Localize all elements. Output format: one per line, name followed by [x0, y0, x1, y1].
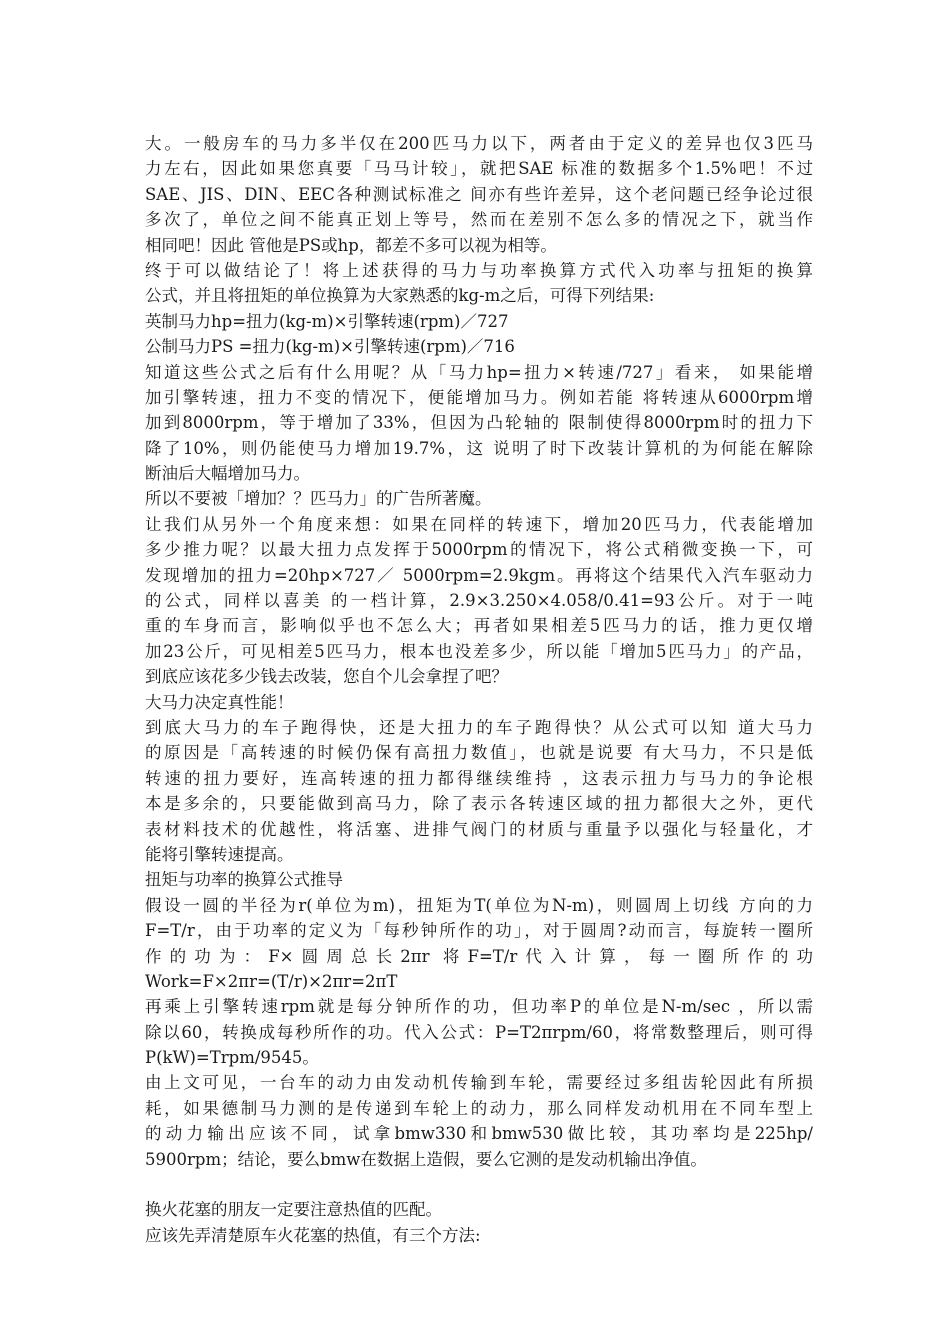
text-line: 知道这些公式之后有什么用呢？从「马力hp=扭力×转速/727」看来， 如果能增 — [145, 362, 813, 382]
text-line: 换火花塞的朋友一定要注意热值的匹配。 — [145, 1200, 442, 1220]
text-line: 扭矩与功率的换算公式推导 — [145, 870, 343, 890]
text-line: 公制马力PS =扭力(kg-m)×引擎转速(rpm)／716 — [145, 337, 515, 357]
text-line: 到底大马力的车子跑得快，还是大扭力的车子跑得快？从公式可以知 道大马力 — [145, 717, 813, 737]
text-line: 力左右，因此如果您真要「马马计较」，就把SAE 标准的数据多个1.5%吧！不过 — [145, 159, 813, 179]
text-line: F=T/r，由于功率的定义为「每秒钟所作的功」，对于圆周?动而言，每旋转一圈所 — [145, 921, 813, 941]
text-line: 耗，如果德制马力测的是传递到车轮上的动力，那么同样发动机用在不同车型上 — [145, 1098, 813, 1118]
text-line: 再乘上引擎转速rpm就是每分钟所作的功，但功率P的单位是N-m/sec ，所以需 — [145, 997, 813, 1017]
text-line: 相同吧！因此 管他是PS或hp，都差不多可以视为相等。 — [145, 235, 557, 255]
text-line: 所以不要被「增加？？匹马力」的广告所著魔。 — [145, 489, 492, 509]
text-line: Work=F×2πr=(T/r)×2πr=2πT — [145, 971, 398, 991]
text-line: 让我们从另外一个角度来想：如果在同样的转速下，增加20匹马力，代表能增加 — [145, 514, 813, 534]
text-line: 转速的扭力要好，连高转速的扭力都得继续维持 ，这表示扭力与马力的争论根 — [145, 768, 813, 788]
text-line: 重的车身而言，影响似乎也不怎么大；再者如果相差5匹马力的话，推力更仅增 — [145, 616, 813, 636]
text-line: 加到8000rpm，等于增加了33%，但因为凸轮轴的 限制使得8000rpm时的扭力下 — [145, 413, 813, 433]
blank-line — [145, 1172, 813, 1197]
text-line: 能将引擎转速提高。 — [145, 844, 294, 864]
text-line: 作的功为：F×圆周总长2πr 将F=T/r代入计算，每一圈所作的功 — [145, 946, 813, 966]
text-line: 本是多余的，只要能做到高马力，除了表示各转速区域的扭力都很大之外，更代 — [145, 794, 813, 814]
text-line: 大。一般房车的马力多半仅在200匹马力以下，两者由于定义的差异也仅3匹马 — [145, 134, 813, 153]
text-line: 到底应该花多少钱去改装，您自个儿会拿捏了吧？ — [145, 667, 508, 687]
text-line: 多少推力呢？以最大扭力点发挥于5000rpm的情况下，将公式稍微变换一下，可 — [145, 540, 813, 560]
text-line: 的动力输出应该不同，试拿bmw330和bmw530做比较，其功率均是225hp/ — [145, 1124, 813, 1144]
text-line: 5900rpm；结论，要么bmw在数据上造假，要么它测的是发动机输出净值。 — [145, 1149, 707, 1169]
text-line: 英制马力hp=扭力(kg-m)×引擎转速(rpm)／727 — [145, 311, 509, 331]
text-line: 发现增加的扭力=20hp×727／ 5000rpm=2.9kgm。再将这个结果代入汽车驱动力 — [145, 565, 813, 585]
text-line: 大马力决定真性能！ — [145, 692, 294, 712]
text-line: 终于可以做结论了！将上述获得的马力与功率换算方式代入功率与扭矩的换算 — [145, 260, 813, 280]
document-body — [145, 131, 813, 1248]
text-line: 应该先弄清楚原车火花塞的热值，有三个方法: — [145, 1225, 481, 1245]
text-line: SAE、JIS、DIN、EEC各种测试标准之 间亦有些许差异，这个老问题已经争论过很 — [145, 184, 813, 204]
text-line: 加引擎转速，扭力不变的情况下，便能增加马力。例如若能 将转速从6000rpm增 — [145, 387, 813, 407]
text-line: 降了10%，则仍能使马力增加19.7%，这 说明了时下改装计算机的为何能在解除 — [145, 438, 813, 458]
text-line: 多次了，单位之间不能真正划上等号，然而在差别不怎么多的情况之下，就当作 — [145, 210, 813, 230]
text-line: 的公式，同样以喜美 的一档计算，2.9×3.250×4.058/0.41=93公斤。对于一吨 — [145, 591, 813, 611]
text-line: 除以60，转换成每秒所作的功。代入公式：P=T2πrpm/60，将常数整理后，则可得 — [145, 1022, 813, 1042]
text-line: 表材料技术的优越性，将活塞、进排气阀门的材质与重量予以强化与轻量化，才 — [145, 819, 813, 839]
text-line: 断油后大幅增加马力。 — [145, 464, 310, 484]
text-line: P(kW)=Trpm/9545。 — [145, 1048, 319, 1068]
text-line: 由上文可见，一台车的动力由发动机传输到车轮，需要经过多组齿轮因此有所损 — [145, 1073, 813, 1093]
text-line: 的原因是「高转速的时候仍保有高扭力数值」，也就是说要 有大马力，不只是低 — [145, 743, 813, 763]
text-line: 假设一圆的半径为r(单位为m)，扭矩为T(单位为N-m)，则圆周上切线 方向的力 — [145, 895, 813, 915]
text-line: 公式，并且将扭矩的单位换算为大家熟悉的kg-m之后，可得下列结果: — [145, 286, 655, 306]
text-line: 加23公斤，可见相差5匹马力，根本也没差多少，所以能「增加5匹马力」的产品， — [145, 641, 813, 661]
